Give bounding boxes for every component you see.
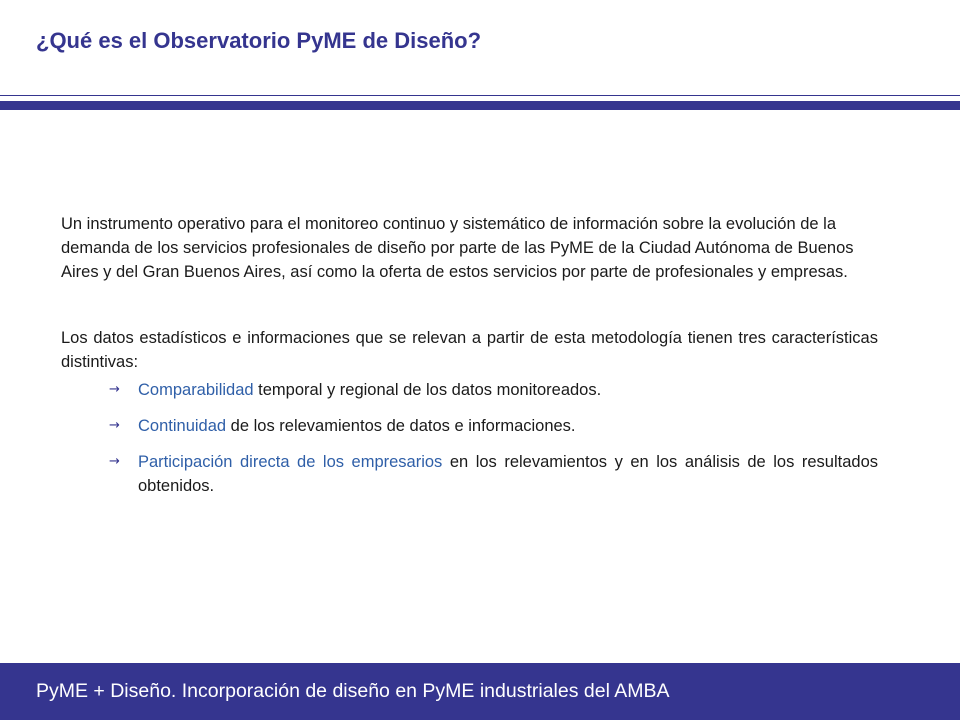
characteristics-paragraph: Los datos estadísticos e informaciones que se relevan a partir de esta metodología tienen tres características distintivas: — [61, 329, 878, 371]
footer-bar — [0, 663, 960, 720]
header-divider-thin — [0, 95, 960, 96]
bullet-highlight: Participación directa de los empresarios — [138, 453, 443, 471]
header-divider-thick — [0, 101, 960, 110]
bullet-text: en los relevamientos y en los análisis de los resultados obtenidos. — [138, 453, 878, 495]
footer-text: PyME + Diseño. Incorporación de diseño en PyME industriales del AMBA — [36, 680, 670, 702]
bullet-highlight: Comparabilidad — [138, 381, 254, 399]
slide-title: ¿Qué es el Observatorio PyME de Diseño? — [36, 28, 482, 53]
list-item-participacion — [61, 450, 878, 498]
arrow-right-icon: → — [109, 418, 120, 433]
list-item-comparabilidad — [61, 378, 878, 402]
bullet-text: de los relevamientos de datos e informaciones. — [226, 417, 576, 435]
arrow-right-icon: → — [109, 382, 120, 397]
list-item-continuidad — [61, 414, 878, 438]
bullet-text: temporal y regional de los datos monitoreados. — [253, 381, 602, 399]
intro-paragraph: Un instrumento operativo para el monitoreo continuo y sistemático de información sobre la evolución de la demanda de los servicios profesionales de diseño por parte de las PyME de la Ciudad Autónoma de Buenos Aires y del Gran Buenos Aires, así como la oferta de estos servicios por parte de profesionales y empresas. — [61, 215, 854, 281]
slide-body — [61, 212, 878, 498]
bullet-highlight: Continuidad — [138, 417, 227, 435]
characteristics-list — [61, 378, 878, 498]
arrow-right-icon: → — [109, 454, 120, 469]
